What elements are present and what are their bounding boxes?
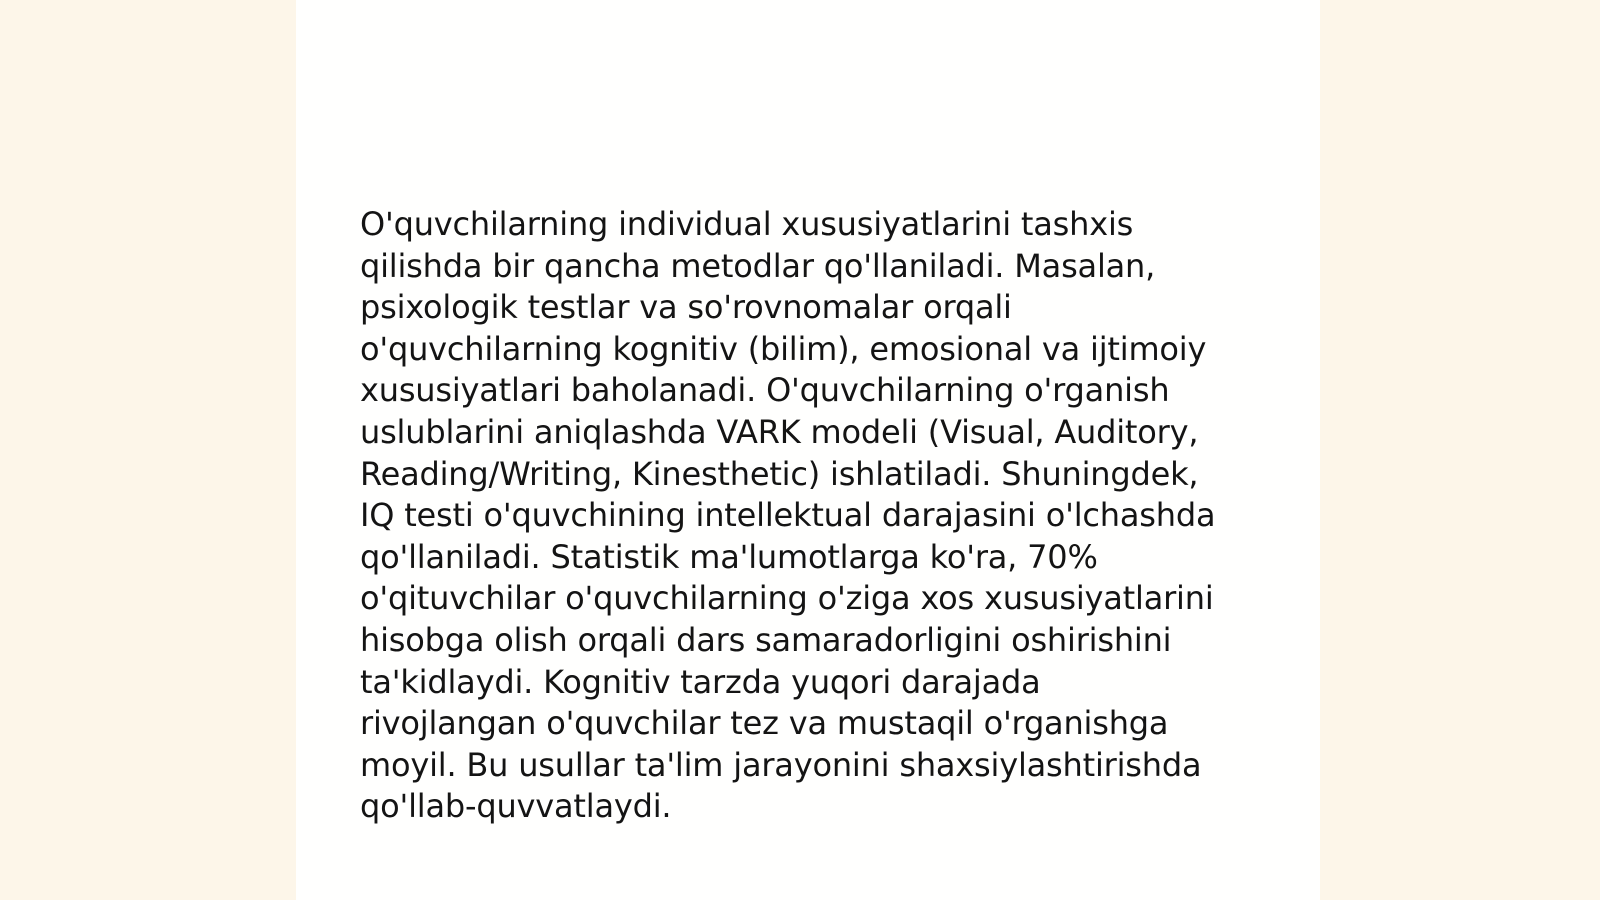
- document-page: [296, 0, 1320, 900]
- paragraph-line: uslublarini aniqlashda VARK modeli (Visual, Auditory,: [360, 412, 1199, 451]
- paragraph-line: hisobga olish orqali dars samaradorligini oshirishini: [360, 620, 1172, 659]
- paragraph-line: psixologik testlar va so'rovnomalar orqali: [360, 288, 1012, 327]
- paragraph-line: O'quvchilarning individual xususiyatlarini tashxis: [360, 205, 1134, 243]
- paragraph-line: ta'kidlaydi. Kognitiv tarzda yuqori darajada: [360, 662, 1041, 701]
- paragraph-line: xususiyatlari baholanadi. O'quvchilarning o'rganish: [360, 371, 1170, 410]
- paragraph-line: qo'llab-quvvatlaydi.: [360, 787, 672, 826]
- paragraph-line: rivojlangan o'quvchilar tez va mustaqil o'rganishga: [360, 704, 1169, 743]
- paragraph-line: moyil. Bu usullar ta'lim jarayonini shaxsiylashtirishda: [360, 745, 1202, 784]
- paragraph-line: IQ testi o'quvchining intellektual darajasini o'lchashda: [360, 496, 1216, 535]
- paragraph-line: o'quvchilarning kognitiv (bilim), emosional va ijtimoiy: [360, 329, 1207, 368]
- body-paragraph: [360, 204, 1260, 828]
- paragraph-line: qilishda bir qancha metodlar qo'llaniladi. Masalan,: [360, 246, 1156, 285]
- paragraph-line: qo'llaniladi. Statistik ma'lumotlarga ko'ra, 70%: [360, 537, 1098, 576]
- paragraph-line: Reading/Writing, Kinesthetic) ishlatiladi. Shuningdek,: [360, 454, 1199, 493]
- paragraph-line: o'qituvchilar o'quvchilarning o'ziga xos xususiyatlarini: [360, 579, 1214, 618]
